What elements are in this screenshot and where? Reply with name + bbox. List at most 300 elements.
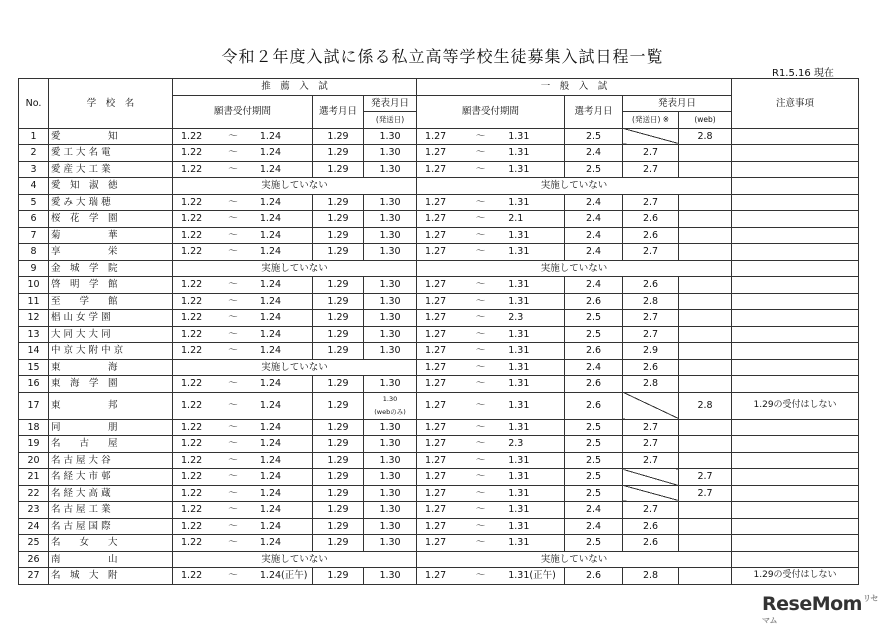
rec-period	[173, 518, 313, 535]
table-row	[19, 326, 859, 343]
table-row	[19, 244, 859, 261]
table-row	[19, 518, 859, 535]
gen-exam-date: 2.6	[565, 392, 623, 419]
rec-period-range	[175, 163, 310, 176]
rec-period	[173, 469, 313, 486]
gen-exam-date: 2.6	[565, 568, 623, 585]
gen-to: 1.31	[508, 246, 530, 258]
tilde: ～	[228, 328, 238, 340]
tilde: ～	[228, 147, 238, 159]
gen-mail-date: 2.8	[623, 568, 679, 585]
rec-period-range	[175, 278, 310, 291]
rec-announce-date: 1.30	[364, 568, 417, 585]
rec-period-range	[175, 520, 310, 533]
rec-from: 1.22	[181, 345, 203, 357]
tilde: ～	[228, 570, 238, 582]
tilde: ～	[475, 328, 486, 340]
rec-announce-date: 1.30	[364, 376, 417, 393]
rec-announce-date: 1.30	[364, 161, 417, 178]
gen-mail-date	[623, 392, 679, 419]
gen-to: 1.31	[508, 471, 530, 483]
row-number: 7	[19, 227, 49, 244]
tilde: ～	[228, 312, 238, 324]
rec-to: 1.24	[259, 295, 282, 307]
gen-from: 1.27	[425, 421, 447, 433]
gen-to: 1.31	[508, 537, 530, 549]
gen-from: 1.27	[425, 361, 447, 373]
tilde: ～	[475, 400, 486, 411]
tilde: ～	[228, 537, 238, 549]
rec-period	[173, 277, 313, 294]
rec-period-range	[175, 311, 310, 324]
rec-period-range	[175, 245, 310, 258]
row-number: 10	[19, 277, 49, 294]
table-row	[19, 419, 859, 436]
rec-to: 1.24	[259, 471, 282, 483]
gen-period	[417, 244, 565, 261]
school-name: 中 京 大 附 中 京	[49, 343, 173, 360]
tilde: ～	[475, 487, 486, 499]
school-name: 東 海	[49, 359, 173, 376]
rec-exam-date: 1.29	[313, 227, 364, 244]
gen-period-range	[419, 295, 562, 308]
rec-to: 1.24	[259, 487, 282, 499]
row-number: 20	[19, 452, 49, 469]
gen-from: 1.27	[425, 345, 447, 357]
rec-announce-date: 1.30	[364, 452, 417, 469]
rec-period	[173, 161, 313, 178]
school-name: 愛 知 淑 徳	[49, 178, 173, 195]
rec-announce-date: 1.30	[364, 310, 417, 327]
row-number: 8	[19, 244, 49, 261]
row-number: 6	[19, 211, 49, 228]
rec-from: 1.22	[181, 279, 203, 291]
gen-period	[417, 161, 565, 178]
rec-exam-date: 1.29	[313, 469, 364, 486]
rec-to: 1.24	[259, 454, 282, 466]
rec-period	[173, 343, 313, 360]
gen-to: 1.31	[508, 421, 530, 433]
rec-from: 1.22	[181, 163, 203, 175]
rec-to: 1.24	[259, 279, 282, 291]
gen-period	[417, 518, 565, 535]
gen-from: 1.27	[425, 279, 447, 291]
rec-to: 1.24	[259, 196, 282, 208]
rec-announce-date: 1.30	[364, 518, 417, 535]
tilde: ～	[228, 229, 238, 241]
rec-period-range	[175, 503, 310, 516]
rec-to: 1.24	[259, 345, 282, 357]
gen-period-range	[419, 421, 562, 434]
gen-mail-date: 2.7	[623, 452, 679, 469]
row-note	[732, 535, 859, 552]
gen-exam-date: 2.4	[565, 194, 623, 211]
rec-period	[173, 145, 313, 162]
gen-exam-date: 2.6	[565, 376, 623, 393]
rec-to: 1.24	[259, 438, 282, 450]
rec-to: 1.24	[259, 147, 282, 159]
header-app-period: 願書受付期間	[173, 95, 313, 128]
gen-period-range	[419, 377, 562, 390]
row-note	[732, 310, 859, 327]
gen-exam-date: 2.5	[565, 469, 623, 486]
gen-exam-date: 2.4	[565, 227, 623, 244]
gen-to: 1.31	[508, 487, 530, 499]
gen-web-date	[679, 293, 732, 310]
rec-period-range	[175, 454, 310, 467]
rec-exam-date: 1.29	[313, 277, 364, 294]
gen-period-range	[419, 569, 562, 582]
rec-to: 1.24	[259, 246, 282, 258]
gen-from: 1.27	[425, 570, 447, 582]
rec-exam-date: 1.29	[313, 211, 364, 228]
tilde: ～	[475, 163, 486, 175]
tilde: ～	[475, 312, 486, 324]
gen-from: 1.27	[425, 163, 447, 175]
gen-mail-date: 2.9	[623, 343, 679, 360]
row-note	[732, 326, 859, 343]
tilde: ～	[475, 345, 486, 357]
gen-period	[417, 145, 565, 162]
gen-web-date	[679, 419, 732, 436]
gen-from: 1.27	[425, 312, 447, 324]
gen-from: 1.27	[425, 147, 447, 159]
row-number: 17	[19, 392, 49, 419]
gen-from: 1.27	[425, 295, 447, 307]
row-number: 16	[19, 376, 49, 393]
tilde: ～	[228, 400, 238, 411]
rec-exam-date: 1.29	[313, 376, 364, 393]
row-number: 12	[19, 310, 49, 327]
gen-from: 1.27	[425, 471, 447, 483]
school-name: 桜 花 学 園	[49, 211, 173, 228]
school-name: 啓 明 学 館	[49, 277, 173, 294]
row-note	[732, 293, 859, 310]
rec-period-range	[175, 487, 310, 500]
gen-web-date	[679, 343, 732, 360]
row-number: 11	[19, 293, 49, 310]
rec-period	[173, 436, 313, 453]
tilde: ～	[228, 421, 238, 433]
rec-to: 1.24(正午)	[259, 570, 308, 582]
gen-mail-date: 2.7	[623, 419, 679, 436]
rec-to: 1.24	[259, 130, 282, 142]
gen-from: 1.27	[425, 378, 447, 390]
gen-exam-date: 2.4	[565, 359, 623, 376]
row-note: 1.29の受付はしない	[732, 568, 859, 585]
gen-to: 1.31	[508, 147, 530, 159]
tilde: ～	[475, 570, 486, 582]
school-name: 同 朋	[49, 419, 173, 436]
tilde: ～	[228, 378, 238, 390]
gen-from: 1.27	[425, 246, 447, 258]
table-row	[19, 436, 859, 453]
row-note	[732, 128, 859, 145]
gen-to: 1.31	[508, 400, 530, 411]
row-number: 5	[19, 194, 49, 211]
rec-announce-date: 1.30	[364, 145, 417, 162]
tilde: ～	[475, 130, 486, 142]
gen-web-date: 2.8	[679, 128, 732, 145]
gen-web-date	[679, 310, 732, 327]
rec-announce-date: 1.30	[364, 326, 417, 343]
rec-period-range	[175, 569, 310, 582]
tilde: ～	[475, 147, 486, 159]
school-name: 至 学 館	[49, 293, 173, 310]
tilde: ～	[475, 361, 486, 373]
rec-period	[173, 502, 313, 519]
row-note	[732, 145, 859, 162]
table-row	[19, 392, 859, 419]
gen-web-date	[679, 568, 732, 585]
school-name: 名 城 大 附	[49, 568, 173, 585]
gen-period	[417, 436, 565, 453]
row-number: 21	[19, 469, 49, 486]
tilde: ～	[228, 487, 238, 499]
gen-to: 1.31	[508, 378, 530, 390]
row-number: 18	[19, 419, 49, 436]
gen-period-range	[419, 311, 562, 324]
gen-to: 1.31(正午)	[508, 570, 556, 582]
rec-announce-date: 1.30	[364, 502, 417, 519]
rec-from: 1.22	[181, 537, 203, 549]
gen-to: 1.31	[508, 196, 530, 208]
rec-not-held: 実施していない	[173, 551, 417, 568]
gen-exam-date: 2.4	[565, 211, 623, 228]
row-note	[732, 244, 859, 261]
gen-period	[417, 326, 565, 343]
gen-to: 1.31	[508, 328, 530, 340]
gen-exam-date: 2.5	[565, 310, 623, 327]
gen-not-held: 実施していない	[417, 551, 732, 568]
gen-from: 1.27	[425, 130, 447, 142]
gen-web-date: 2.7	[679, 469, 732, 486]
rec-from: 1.22	[181, 400, 203, 411]
table-row	[19, 260, 859, 277]
gen-exam-date: 2.6	[565, 293, 623, 310]
gen-period	[417, 469, 565, 486]
rec-period-range	[175, 344, 310, 357]
table-row	[19, 178, 859, 195]
table-row	[19, 359, 859, 376]
header-general: 一 般 入 試	[417, 79, 732, 96]
rec-from: 1.22	[181, 312, 203, 324]
gen-exam-date: 2.5	[565, 161, 623, 178]
row-note	[732, 469, 859, 486]
tilde: ～	[475, 438, 486, 450]
rec-period	[173, 326, 313, 343]
gen-to: 1.31	[508, 454, 530, 466]
rec-from: 1.22	[181, 130, 203, 142]
gen-period-range	[419, 229, 562, 242]
tilde: ～	[475, 213, 486, 225]
gen-mail-date: 2.6	[623, 518, 679, 535]
gen-exam-date: 2.4	[565, 244, 623, 261]
gen-web-date: 2.8	[679, 392, 732, 419]
row-number: 27	[19, 568, 49, 585]
table-row	[19, 128, 859, 145]
rec-announce-value: 1.30	[382, 394, 398, 403]
table-row	[19, 535, 859, 552]
gen-mail-date: 2.6	[623, 211, 679, 228]
row-note	[732, 178, 859, 195]
as-of-date: R1.5.16 現在	[772, 68, 834, 79]
gen-not-held: 実施していない	[417, 178, 732, 195]
rec-not-held: 実施していない	[173, 260, 417, 277]
tilde: ～	[228, 520, 238, 532]
row-number: 26	[19, 551, 49, 568]
rec-from: 1.22	[181, 246, 203, 258]
table-row	[19, 568, 859, 585]
page-title: 令和２年度入試に係る私立高等学校生徒募集入試日程一覧	[221, 47, 664, 66]
rec-announce-date: 1.30	[364, 277, 417, 294]
gen-mail-date: 2.6	[623, 227, 679, 244]
gen-to: 2.1	[508, 213, 524, 225]
gen-period	[417, 227, 565, 244]
row-number: 13	[19, 326, 49, 343]
row-number: 23	[19, 502, 49, 519]
row-note	[732, 436, 859, 453]
rec-from: 1.22	[181, 328, 203, 340]
row-note	[732, 502, 859, 519]
tilde: ～	[228, 130, 238, 142]
rec-exam-date: 1.29	[313, 326, 364, 343]
school-name: 享 栄	[49, 244, 173, 261]
gen-web-date	[679, 436, 732, 453]
rec-announce-date: 1.30	[364, 211, 417, 228]
rec-announce-note: (webのみ)	[374, 407, 406, 416]
gen-web-date	[679, 535, 732, 552]
gen-exam-date: 2.4	[565, 145, 623, 162]
gen-mail-date: 2.8	[623, 293, 679, 310]
rec-exam-date: 1.29	[313, 452, 364, 469]
gen-period	[417, 359, 565, 376]
gen-to: 1.31	[508, 163, 530, 175]
row-number: 4	[19, 178, 49, 195]
rec-exam-date: 1.29	[313, 502, 364, 519]
school-name: 名 経 大 高 蔵	[49, 485, 173, 502]
tilde: ～	[228, 163, 238, 175]
header-notes: 注意事項	[732, 79, 859, 129]
gen-period	[417, 485, 565, 502]
gen-period-range	[419, 196, 562, 209]
rec-to: 1.24	[259, 520, 282, 532]
row-note	[732, 551, 859, 568]
row-number: 19	[19, 436, 49, 453]
row-number: 2	[19, 145, 49, 162]
school-name: 椙 山 女 学 園	[49, 310, 173, 327]
gen-web-date: 2.7	[679, 485, 732, 502]
row-number: 15	[19, 359, 49, 376]
gen-exam-date: 2.5	[565, 436, 623, 453]
gen-period	[417, 376, 565, 393]
gen-period-range	[419, 245, 562, 258]
table-header	[19, 79, 859, 129]
gen-period-range	[419, 470, 562, 483]
gen-exam-date: 2.5	[565, 485, 623, 502]
gen-period	[417, 211, 565, 228]
gen-web-date	[679, 452, 732, 469]
gen-from: 1.27	[425, 400, 447, 411]
gen-from: 1.27	[425, 504, 447, 516]
school-name: 愛 み 大 瑞 穂	[49, 194, 173, 211]
gen-period	[417, 452, 565, 469]
gen-web-date	[679, 359, 732, 376]
rec-announce-date: 1.30	[364, 128, 417, 145]
rec-exam-date: 1.29	[313, 436, 364, 453]
rec-from: 1.22	[181, 504, 203, 516]
rec-to: 1.24	[259, 400, 282, 411]
gen-period-range	[419, 163, 562, 176]
header-gen-web: (web)	[679, 112, 732, 129]
rec-period	[173, 419, 313, 436]
school-name: 南 山	[49, 551, 173, 568]
gen-period-range	[419, 328, 562, 341]
header-gen-announce: 発表月日	[623, 95, 732, 112]
tilde: ～	[475, 504, 486, 516]
rec-exam-date: 1.29	[313, 194, 364, 211]
table-row	[19, 310, 859, 327]
gen-period-range	[419, 487, 562, 500]
row-number: 1	[19, 128, 49, 145]
gen-mail-date: 2.6	[623, 535, 679, 552]
rec-period	[173, 211, 313, 228]
rec-announce-date: 1.30	[364, 469, 417, 486]
rec-period-range	[175, 295, 310, 308]
rec-not-held: 実施していない	[173, 359, 417, 376]
gen-period	[417, 535, 565, 552]
rec-announce-date: 1.30	[364, 419, 417, 436]
gen-to: 1.31	[508, 345, 530, 357]
logo	[762, 593, 885, 637]
rec-period	[173, 392, 313, 419]
header-gen-mail: (発送日) ※	[623, 112, 679, 129]
school-name: 愛 知	[49, 128, 173, 145]
gen-from: 1.27	[425, 328, 447, 340]
rec-announce-date: 1.30	[364, 436, 417, 453]
header-school: 学 校 名	[49, 79, 173, 129]
header-recommend: 推 薦 入 試	[173, 79, 417, 96]
school-name: 名 古 屋 工 業	[49, 502, 173, 519]
gen-period	[417, 419, 565, 436]
gen-period	[417, 293, 565, 310]
gen-to: 1.31	[508, 279, 530, 291]
rec-from: 1.22	[181, 213, 203, 225]
rec-announce-date: 1.30	[364, 227, 417, 244]
gen-to: 1.31	[508, 361, 530, 373]
table-row	[19, 551, 859, 568]
table-row	[19, 343, 859, 360]
rec-exam-date: 1.29	[313, 244, 364, 261]
rec-from: 1.22	[181, 520, 203, 532]
tilde: ～	[475, 229, 486, 241]
row-note	[732, 260, 859, 277]
table-row	[19, 211, 859, 228]
gen-to: 1.31	[508, 295, 530, 307]
tilde: ～	[228, 213, 238, 225]
gen-not-held: 実施していない	[417, 260, 732, 277]
rec-from: 1.22	[181, 454, 203, 466]
tilde: ～	[475, 196, 486, 208]
gen-to: 1.31	[508, 504, 530, 516]
rec-from: 1.22	[181, 147, 203, 159]
gen-mail-date: 2.7	[623, 436, 679, 453]
gen-mail-date: 2.7	[623, 502, 679, 519]
gen-mail-date: 2.7	[623, 310, 679, 327]
gen-to: 2.3	[508, 438, 524, 450]
rec-period-range	[175, 470, 310, 483]
school-name: 大 同 大 大 同	[49, 326, 173, 343]
